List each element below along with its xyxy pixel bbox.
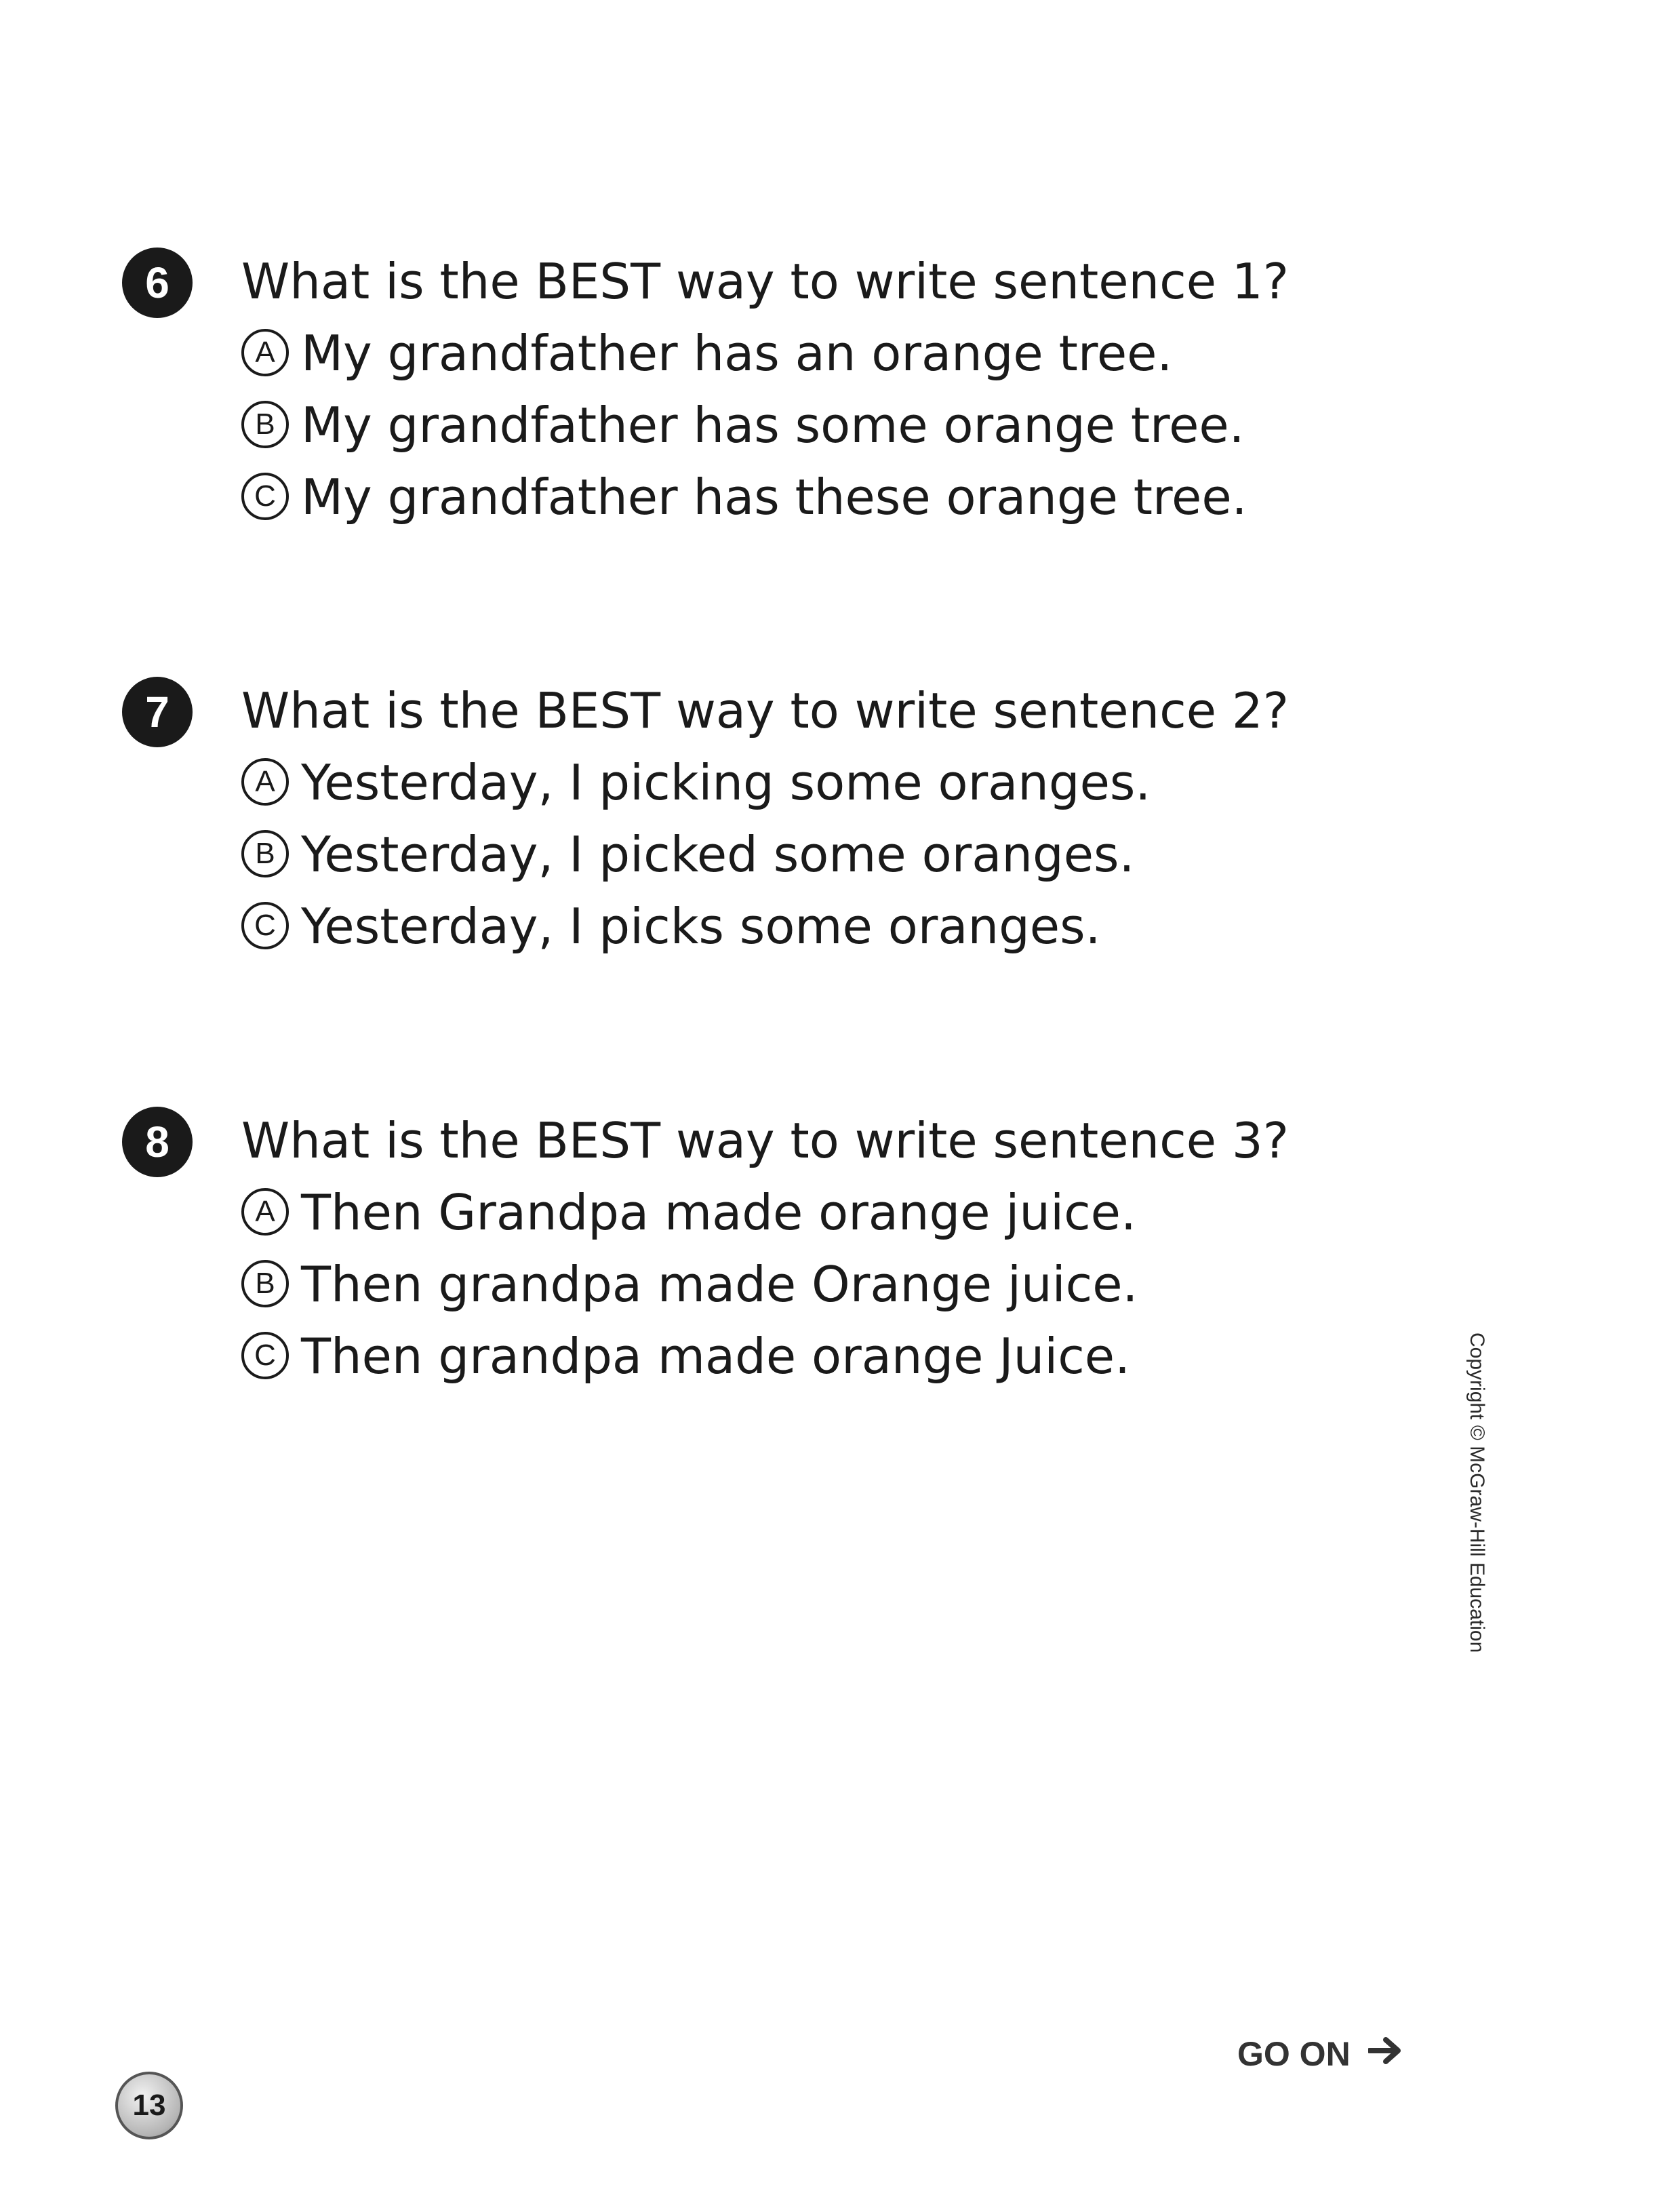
answer-text: My grandfather has an orange tree. <box>301 325 1173 382</box>
copyright-notice: Copyright © McGraw-Hill Education <box>1466 1332 1488 1653</box>
answer-bubble[interactable]: A <box>241 1188 289 1236</box>
answer-choice-b[interactable] <box>241 1250 1138 1318</box>
go-on-indicator <box>1237 2034 1406 2076</box>
answer-text: Yesterday, I picks some oranges. <box>301 898 1101 955</box>
answer-choice-a[interactable] <box>241 1179 1136 1246</box>
answer-choice-a[interactable] <box>241 749 1151 816</box>
answer-choice-c[interactable] <box>241 892 1101 960</box>
answer-bubble[interactable]: C <box>241 1332 289 1379</box>
question-prompt: What is the BEST way to write sentence 1? <box>241 253 1289 310</box>
answer-choice-b[interactable] <box>241 391 1245 459</box>
answer-choice-b[interactable] <box>241 821 1134 888</box>
answer-text: My grandfather has these orange tree. <box>301 469 1247 526</box>
answer-choice-a[interactable] <box>241 319 1172 387</box>
answer-text: Then Grandpa made orange juice. <box>301 1184 1136 1241</box>
question-number: 7 <box>122 677 193 747</box>
question-number: 8 <box>122 1107 193 1177</box>
question-number: 6 <box>122 248 193 318</box>
answer-bubble[interactable]: A <box>241 758 289 806</box>
answer-bubble[interactable]: A <box>241 329 289 376</box>
answer-text: Then grandpa made orange Juice. <box>301 1328 1130 1385</box>
answer-bubble[interactable]: C <box>241 473 289 520</box>
answer-choice-c[interactable] <box>241 463 1247 531</box>
answer-choice-c[interactable] <box>241 1322 1130 1390</box>
answer-text: Then grandpa made Orange juice. <box>301 1256 1138 1313</box>
page-number: 13 <box>115 2072 183 2139</box>
go-on-label: GO ON <box>1237 2035 1351 2073</box>
answer-bubble[interactable]: B <box>241 830 289 877</box>
answer-text: Yesterday, I picked some oranges. <box>301 826 1135 883</box>
answer-text: My grandfather has some orange tree. <box>301 397 1245 454</box>
question-prompt: What is the BEST way to write sentence 3? <box>241 1112 1289 1169</box>
arrow-right-icon <box>1368 2034 1406 2074</box>
answer-bubble[interactable]: B <box>241 1260 289 1307</box>
answer-text: Yesterday, I picking some oranges. <box>301 754 1151 811</box>
answer-bubble[interactable]: C <box>241 902 289 949</box>
question-prompt: What is the BEST way to write sentence 2? <box>241 682 1289 739</box>
answer-bubble[interactable]: B <box>241 401 289 448</box>
